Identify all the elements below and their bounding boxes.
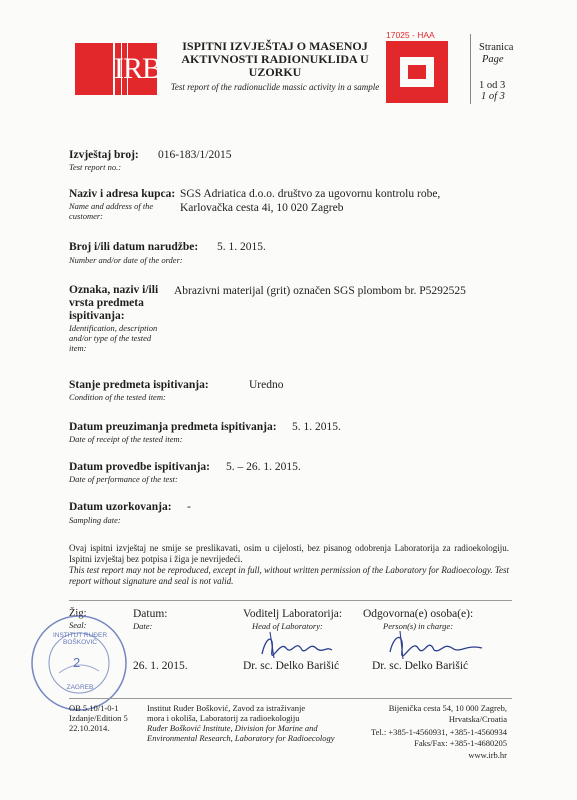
item-value: Abrazivni materijal (grit) označen SGS plombom br. P5292525 — [174, 285, 466, 297]
order-value: 5. 1. 2015. — [217, 241, 266, 253]
item-label: Oznaka, naziv i/ili vrsta predmeta ispitivanja: — [69, 284, 159, 322]
accreditation-mark — [386, 41, 462, 103]
performance-label-en: Date of performance of the test: — [69, 474, 178, 484]
institute-hr-line2: mora i okoliša, Laboratorij za radioekologiju — [147, 713, 300, 723]
customer-label: Naziv i adresa kupca: — [69, 188, 176, 200]
notice-divider — [69, 600, 512, 601]
head-label: Voditelj Laboratorija: — [243, 608, 343, 620]
sampling-value: - — [187, 501, 191, 513]
receipt-label: Datum preuzimanja predmeta ispitivanja: — [69, 421, 277, 433]
head-label-en: Head of Laboratory: — [252, 621, 323, 631]
footer-divider — [69, 698, 512, 699]
head-signature — [256, 628, 336, 662]
date-value: 26. 1. 2015. — [133, 660, 188, 672]
charge-name: Dr. sc. Delko Barišić — [372, 660, 469, 672]
charge-label: Odgovorna(e) osoba(e): — [363, 608, 474, 620]
performance-value: 5. – 26. 1. 2015. — [226, 461, 301, 473]
seal-label-en: Seal: — [69, 620, 87, 630]
sampling-label-en: Sampling date: — [69, 515, 121, 525]
page-number-en: 1 of 3 — [481, 91, 505, 102]
institute-hr-line1: Institut Ruđer Bošković, Zavod za istraživanje — [147, 703, 306, 713]
website-link[interactable]: www.irb.hr — [468, 750, 507, 760]
form-code: OB 5.10/1-0-1 — [69, 703, 119, 713]
notice-hr: Ovaj ispitni izvještaj ne smije se preslikavati, osim u cijelosti, bez pisanog odobrenja Laboratorija za radioekologiju. Ispitni izvještaj bez potpisa i žiga je nevrijedeći. — [69, 543, 509, 564]
charge-label-en: Person(s) in charge: — [383, 621, 454, 631]
seal-label: Žig: — [69, 608, 87, 619]
condition-value: Uredno — [249, 379, 284, 391]
performance-label: Datum provedbe ispitivanja: — [69, 461, 210, 473]
stamp-text-top: INSTITUT RUĐER BOŠKOVIĆ — [52, 632, 108, 646]
condition-label: Stanje predmeta ispitivanja: — [69, 379, 209, 391]
stamp-text-bottom: ZAGREB — [66, 684, 94, 691]
report-title: ISPITNI IZVJEŠTAJ O MASENOJ AKTIVNOSTI RADIONUKLIDA U UZORKU — [181, 39, 369, 79]
telephone: Tel.: +385-1-4560931, +385-1-4560934 — [370, 727, 507, 737]
page-number: 1 od 3 — [479, 80, 506, 91]
charge-signature — [386, 628, 486, 662]
edition: Izdanje/Edition 5 — [69, 713, 128, 723]
country: Hrvatska/Croatia — [448, 714, 507, 724]
customer-line1: SGS Adriatica d.o.o. društvo za ugovornu kontrolu robe, — [180, 188, 441, 200]
edition-date: 22.10.2014. — [69, 723, 110, 733]
order-label: Broj i/ili datum narudžbe: — [69, 241, 199, 253]
address: Bijenička cesta 54, 10 000 Zagreb, — [388, 703, 507, 713]
receipt-value: 5. 1. 2015. — [292, 421, 341, 433]
report-no-label-en: Test report no.: — [69, 162, 122, 172]
institute-en: Ruđer Bošković Institute, Division for Marine and Environmental Research, Laboratory for Radioecology — [147, 723, 335, 743]
customer-line2: Karlovačka cesta 4i, 10 020 Zagreb — [180, 202, 344, 214]
fax: Faks/Fax: +385-1-4680205 — [414, 738, 507, 748]
item-label-en: Identification, description and/or type of the tested item: — [69, 323, 158, 353]
stamp-number: 2 — [73, 655, 81, 670]
page-label: Stranica — [479, 42, 514, 53]
sampling-label: Datum uzorkovanja: — [69, 501, 172, 513]
report-subtitle: Test report of the radionuclide massic activity in a sample — [170, 82, 380, 92]
head-name: Dr. sc. Delko Barišić — [243, 660, 340, 672]
report-no-value: 016-183/1/2015 — [158, 149, 232, 161]
page-label-en: Page — [482, 54, 504, 65]
report-no-label: Izvještaj broj: — [69, 149, 139, 161]
date-label-en: Date: — [133, 621, 153, 631]
order-label-en: Number and/or date of the order: — [69, 255, 183, 265]
accreditation-number: 1162 — [433, 76, 442, 94]
page-divider — [470, 34, 471, 104]
logo-text: IRB — [114, 52, 162, 85]
notice-en: This test report may not be reproduced, except in full, without written permission of the Laboratory for Radioecology. Test report without signature and seal is not valid. — [69, 565, 509, 586]
accreditation-code: 17025 - HAA — [386, 30, 435, 40]
date-label: Datum: — [133, 608, 168, 620]
condition-label-en: Condition of the tested item: — [69, 392, 166, 402]
receipt-label-en: Date of receipt of the tested item: — [69, 434, 183, 444]
customer-label-en: Name and address of the customer: — [69, 201, 154, 221]
